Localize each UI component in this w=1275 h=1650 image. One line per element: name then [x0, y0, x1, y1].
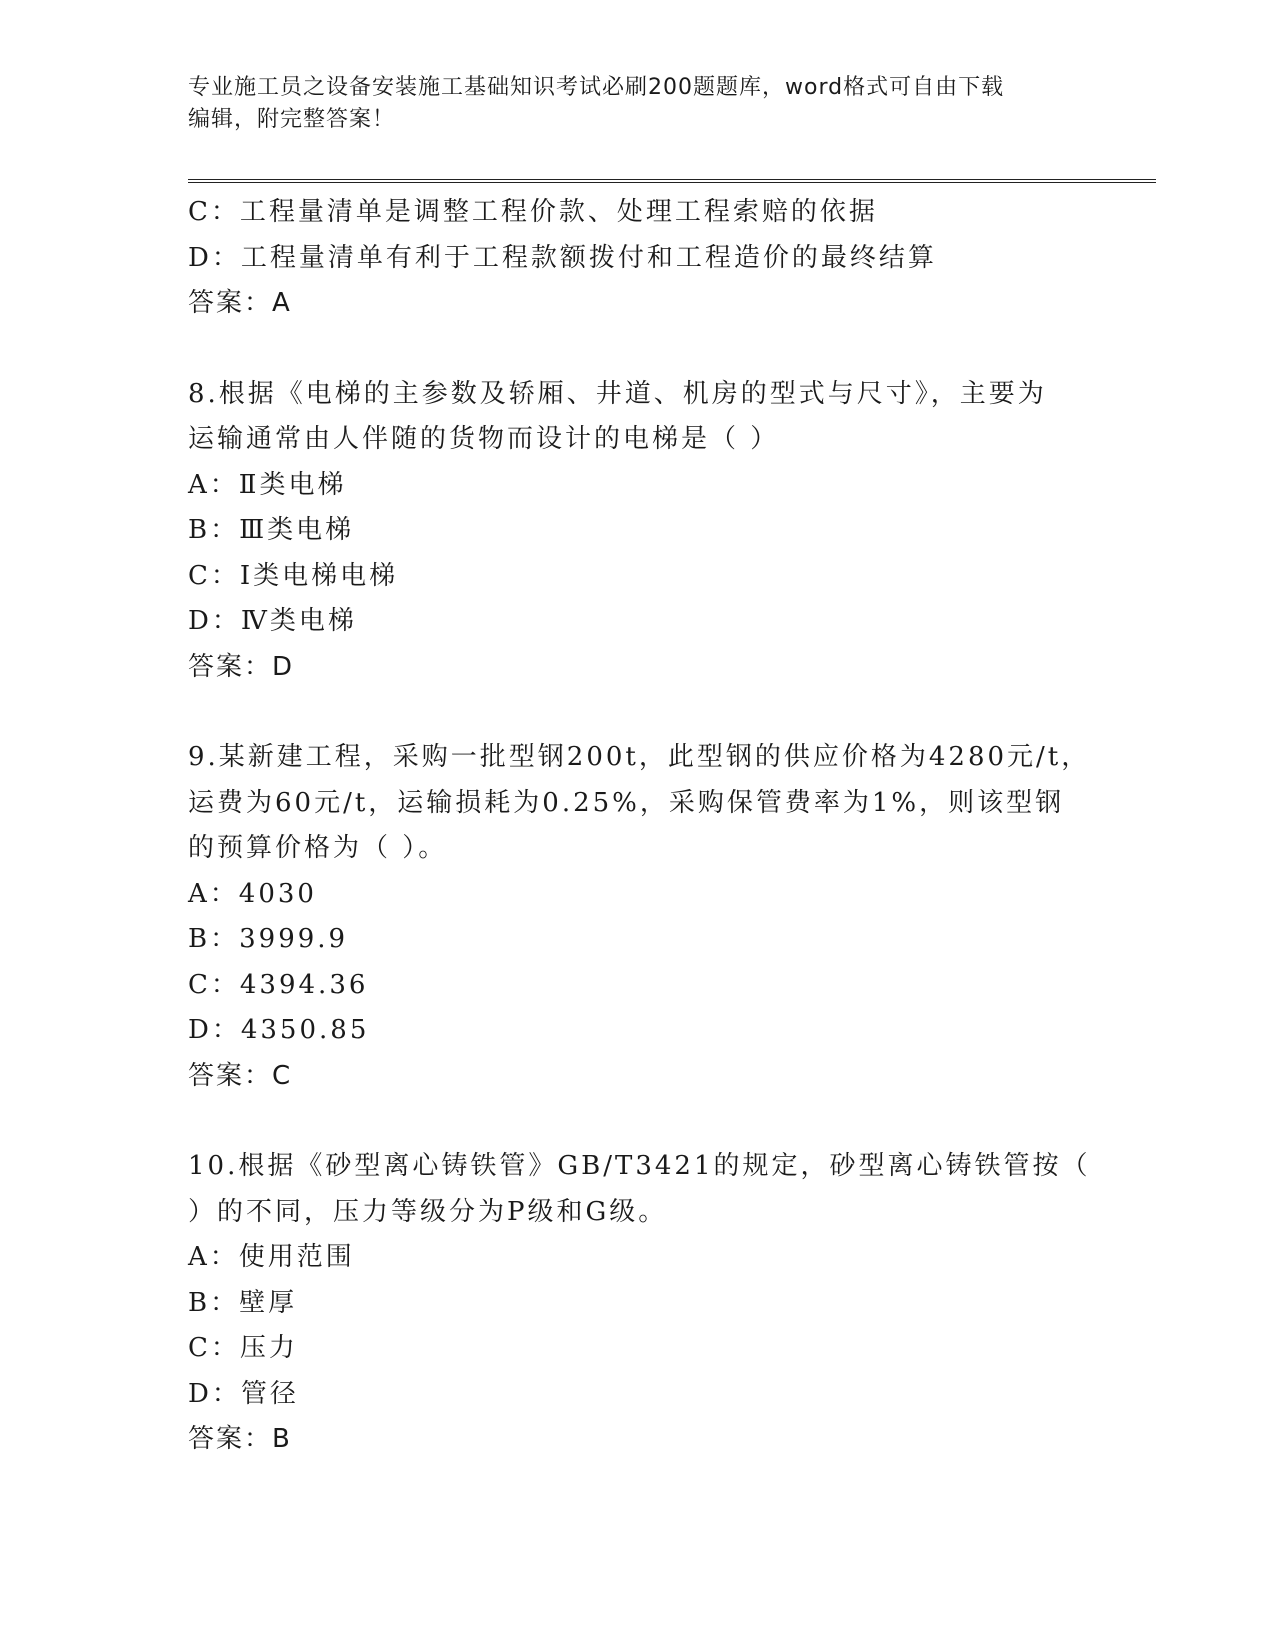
option-d: D：Ⅳ类电梯: [188, 606, 357, 636]
question-content: [188, 190, 1091, 1463]
question-8: [188, 372, 1088, 691]
header-line-1: 专业施工员之设备安装施工基础知识考试必刷200题题库，word格式可自由下载: [188, 75, 1005, 100]
question-stem: 运输通常由人伴随的货物而设计的电梯是（ ）: [188, 424, 780, 454]
option-c: C：Ⅰ类电梯电梯: [188, 560, 399, 591]
option-c: C：4394.36: [188, 969, 369, 1000]
answer-line: 答案：B: [188, 1424, 292, 1454]
question-9: [188, 735, 1091, 1099]
option-d: D：工程量清单有利于工程款额拨付和工程造价的最终结算: [188, 242, 937, 273]
answer-line: 答案：A: [188, 288, 292, 318]
option-c: C：压力: [188, 1333, 298, 1363]
option-b: B：Ⅲ类电梯: [188, 515, 355, 545]
option-a: A：4030: [188, 878, 317, 909]
question-stem: ）的不同，压力等级分为P级和G级。: [188, 1196, 668, 1227]
question-stem: 8.根据《电梯的主参数及轿厢、井道、机房的型式与尺寸》，主要为: [188, 378, 1047, 409]
spacer: [188, 1099, 1088, 1144]
question-7-tail: [188, 190, 1088, 327]
answer-line: 答案：D: [188, 651, 295, 682]
answer-line: 答案：C: [188, 1060, 293, 1091]
question-stem: 9.某新建工程，采购一批型钢200t，此型钢的供应价格为4280元/t，: [188, 742, 1091, 772]
option-b: B：3999.9: [188, 924, 349, 954]
document-header: [188, 72, 1088, 136]
header-divider: [188, 179, 1156, 183]
option-a: A：使用范围: [188, 1242, 355, 1272]
option-d: D：管径: [188, 1378, 299, 1409]
option-c: C：工程量清单是调整工程价款、处理工程索赔的依据: [188, 197, 878, 227]
question-stem: 运费为60元/t，运输损耗为0.25%，采购保管费率为1%，则该型钢: [188, 787, 1065, 818]
option-d: D：4350.85: [188, 1015, 370, 1045]
spacer: [188, 327, 1088, 372]
question-stem: 的预算价格为（ ）。: [188, 833, 448, 863]
question-stem: 10.根据《砂型离心铸铁管》GB/T3421的规定，砂型离心铸铁管按（: [188, 1151, 1091, 1181]
option-b: B：壁厚: [188, 1287, 298, 1318]
spacer: [188, 690, 1088, 735]
header-line-2: 编辑，附完整答案！: [188, 107, 396, 132]
option-a: A：Ⅱ类电梯: [188, 469, 347, 500]
question-10: [188, 1144, 1091, 1463]
